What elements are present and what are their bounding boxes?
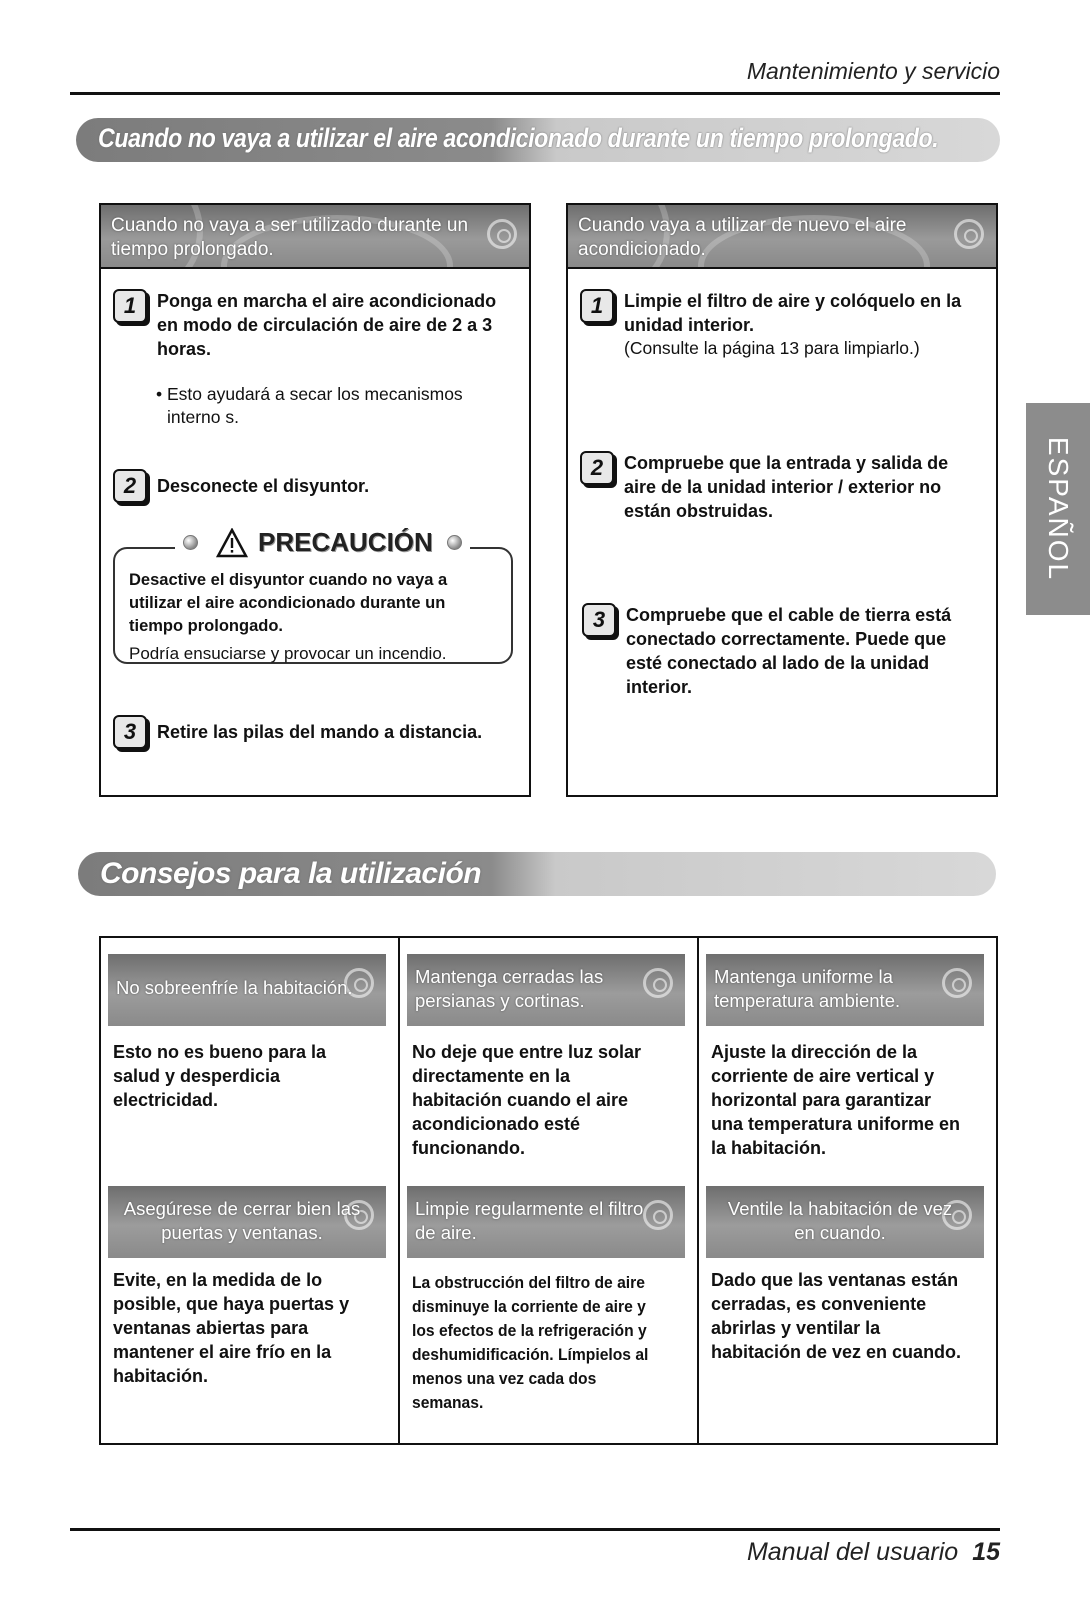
- tip-heading-line: puertas y ventanas.: [161, 1222, 323, 1243]
- tip-heading-line: temperatura ambiente.: [714, 990, 901, 1011]
- tip-header: [407, 954, 685, 1026]
- tip-line: abrirlas y ventilar la: [711, 1318, 881, 1338]
- storage-step-1-note: [156, 383, 463, 429]
- storage-banner-title: Cuando no vaya a utilizar el aire acondicionado durante un tiempo prolongado.: [98, 123, 939, 153]
- step-line: esté conectado al lado de la unidad: [626, 653, 930, 673]
- tip-header: [108, 954, 386, 1026]
- tip-line: ventanas abiertas para: [113, 1318, 309, 1338]
- caution-note: Podría ensuciarse y provocar un incendio.: [129, 644, 447, 663]
- step-line: en modo de circulación de aire de 2 a 3: [157, 315, 493, 335]
- tips-banner-title: Consejos para la utilización: [100, 857, 482, 890]
- storage-step-3: [113, 715, 482, 749]
- storage-header-line-1: Cuando no vaya a ser utilizado durante un: [111, 215, 469, 236]
- tip-header: [407, 1186, 685, 1258]
- tip-heading-line: Ventile la habitación de vez: [727, 1198, 953, 1219]
- step-line: están obstruidas.: [624, 501, 774, 521]
- tip-heading-line: persianas y cortinas.: [415, 990, 585, 1011]
- tip-line: funcionando.: [412, 1138, 525, 1158]
- footer: [747, 1538, 1000, 1567]
- tip-body: [412, 1271, 679, 1415]
- language-tab: [1026, 403, 1090, 615]
- step-line: Retire las pilas del mando a distancia.: [157, 722, 483, 742]
- tip-line: Ajuste la dirección de la: [711, 1042, 918, 1062]
- tips-banner: [78, 852, 996, 896]
- step-line: horas.: [157, 339, 212, 359]
- tip-heading-line: Asegúrese de cerrar bien las: [123, 1198, 361, 1219]
- tip-line: habitación.: [113, 1366, 209, 1386]
- step-line: unidad interior.: [624, 315, 755, 335]
- restart-header-line-2: acondicionado.: [578, 239, 706, 260]
- tip-body: [711, 1268, 981, 1364]
- step-number-badge: 2: [580, 451, 614, 485]
- tip-heading-line: Mantenga cerradas las: [415, 966, 604, 987]
- bullet-dot-icon: [183, 535, 198, 550]
- tip-heading-line: Limpie regularmente el filtro: [415, 1198, 644, 1219]
- step-line: interior.: [626, 677, 693, 697]
- note-line: interno s.: [167, 407, 239, 427]
- page-number: 15: [972, 1538, 1000, 1566]
- tip-line: No deje que entre luz solar: [412, 1042, 642, 1062]
- restart-panel-header: [568, 205, 996, 269]
- tip-line: Esto no es bueno para la: [113, 1042, 327, 1062]
- storage-banner: [76, 118, 1000, 162]
- tip-body: [412, 1040, 682, 1160]
- caution-heading: [175, 527, 470, 558]
- step-line: conectado correctamente. Puede que: [626, 629, 947, 649]
- restart-step-3: [582, 603, 951, 699]
- step-number-badge: 3: [582, 603, 616, 637]
- storage-header-line-2: tiempo prolongado.: [111, 239, 274, 260]
- tip-line: salud y desperdicia: [113, 1066, 281, 1086]
- tip-line: La obstrucción del filtro de aire: [412, 1273, 645, 1292]
- caution-box: [113, 527, 513, 664]
- warning-triangle-icon: [216, 528, 248, 558]
- tip-line: acondicionado esté: [412, 1114, 581, 1134]
- tip-body: [113, 1040, 383, 1112]
- manual-name: Manual del usuario: [746, 1538, 959, 1566]
- tip-line: los efectos de la refrigeración y: [412, 1321, 647, 1340]
- bullet-dot-icon: [447, 535, 462, 550]
- tip-line: Dado que las ventanas están: [711, 1270, 959, 1290]
- caution-line: Desactive el disyuntor cuando no vaya a: [129, 571, 448, 589]
- tip-heading-line: No sobreenfríe la habitación.: [116, 977, 353, 998]
- caution-line: tiempo prolongado.: [129, 617, 283, 635]
- restart-step-2: [580, 451, 948, 523]
- step-line: Compruebe que el cable de tierra está: [626, 605, 952, 625]
- step-number-badge: 3: [113, 715, 147, 749]
- restart-step-1-note: (Consulte la página 13 para limpiarlo.): [624, 338, 920, 358]
- tip-line: directamente en la: [412, 1066, 571, 1086]
- note-line: • Esto ayudará a secar los mecanismos: [156, 384, 463, 404]
- tip-line: mantener el aire frío en la: [113, 1342, 332, 1362]
- storage-step-2: [113, 469, 369, 503]
- tip-header: [706, 1186, 984, 1258]
- tips-column-3: [699, 938, 996, 1443]
- tip-heading-line: de aire.: [415, 1222, 477, 1243]
- tip-line: semanas.: [412, 1393, 484, 1412]
- tip-line: corriente de aire vertical y: [711, 1066, 935, 1086]
- tip-line: deshumidificación. Límpielos al: [412, 1345, 649, 1364]
- restart-instructions-panel: [566, 203, 998, 797]
- tip-body: [113, 1268, 383, 1388]
- tips-column-1: [101, 938, 400, 1443]
- step-line: Ponga en marcha el aire acondicionado: [157, 291, 497, 311]
- storage-step-1: [113, 289, 496, 361]
- tip-line: posible, que haya puertas y: [113, 1294, 350, 1314]
- tip-line: habitación de vez en cuando.: [711, 1342, 962, 1362]
- footer-rule: [70, 1528, 1000, 1531]
- tip-line: habitación cuando el aire: [412, 1090, 629, 1110]
- restart-header-line-1: Cuando vaya a utilizar de nuevo el aire: [578, 215, 907, 236]
- step-line: Desconecte el disyuntor.: [157, 476, 370, 496]
- header-rule: [70, 92, 1000, 95]
- tips-column-2: [400, 938, 699, 1443]
- step-line: Limpie el filtro de aire y colóquelo en la: [624, 291, 962, 311]
- step-number-badge: 2: [113, 469, 147, 503]
- tip-header: [108, 1186, 386, 1258]
- tip-body: [711, 1040, 981, 1160]
- tip-line: la habitación.: [711, 1138, 827, 1158]
- step-line: aire de la unidad interior / exterior no: [624, 477, 942, 497]
- tip-line: Evite, en la medida de lo: [113, 1270, 323, 1290]
- caution-line: utilizar el aire acondicionado durante un: [129, 594, 446, 612]
- language-tab-label: ESPAÑOL: [1043, 436, 1074, 582]
- step-number-badge: 1: [580, 289, 614, 323]
- tip-line: electricidad.: [113, 1090, 219, 1110]
- tip-line: una temperatura uniforme en: [711, 1114, 961, 1134]
- tip-line: horizontal para garantizar: [711, 1090, 932, 1110]
- storage-instructions-panel: [99, 203, 531, 797]
- step-line: Compruebe que la entrada y salida de: [624, 453, 949, 473]
- tip-header: [706, 954, 984, 1026]
- tip-line: cerradas, es conveniente: [711, 1294, 927, 1314]
- tip-heading-line: en cuando.: [794, 1222, 886, 1243]
- tip-line: menos una vez cada dos: [412, 1369, 597, 1388]
- step-number-badge: 1: [113, 289, 147, 323]
- caution-title: PRECAUCIÓN: [258, 527, 433, 557]
- tip-line: disminuye la corriente de aire y: [412, 1297, 646, 1316]
- restart-step-1: [580, 289, 961, 360]
- tips-grid: [99, 936, 998, 1445]
- tip-heading-line: Mantenga uniforme la: [714, 966, 893, 987]
- storage-panel-header: [101, 205, 529, 269]
- section-title: Mantenimiento y servicio: [746, 58, 1000, 84]
